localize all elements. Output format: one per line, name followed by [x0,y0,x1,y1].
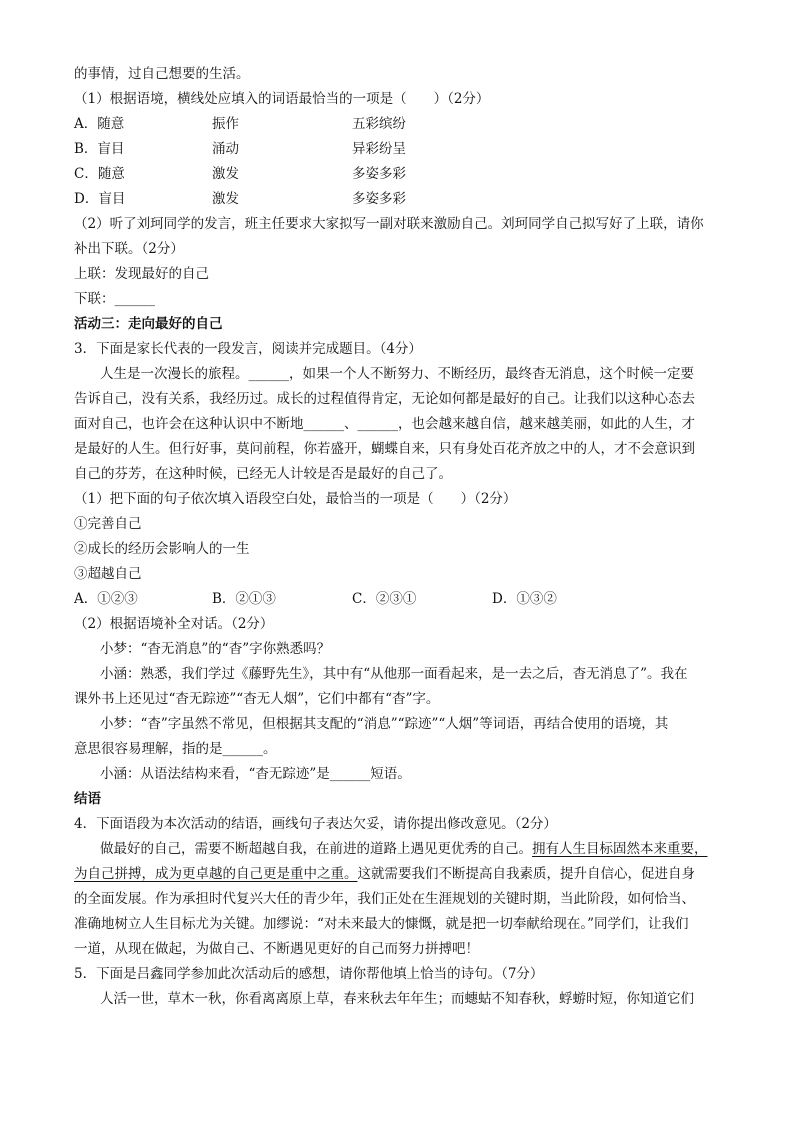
q1-option-b-word3: 异彩纷呈 [352,141,406,157]
q1-option-b-word2: 涌动 [212,141,239,157]
q1-option-b-label: B．盲目 [74,141,125,157]
q4-line-2 [74,864,695,884]
intro-tail: 的事情，过自己想要的生活。 [74,66,250,82]
q3-choice-a[interactable]: A．①②③ [74,591,138,607]
q3-sentence-2: ②成长的经历会影响人的一生 [74,541,250,557]
q1-option-c-word3: 多姿多彩 [352,166,406,182]
q1-option-d-word3: 多姿多彩 [352,191,406,207]
activity3-title: 活动三：走向最好的自己 [74,316,223,332]
q3-sub1-stem: （1）把下面的句子依次填入语段空白处，最恰当的一项是（ ）（2分） [74,491,517,507]
dialog-line: 小涵：熟悉，我们学过《藤野先生》，其中有“从他那一面看起来，是一去之后，杳无消息了”。我在 [100,666,688,682]
q3-passage-line: 自己的芬芳，在这种时候，已经无人计较是否是最好的自己了。 [74,466,452,482]
q3-choice-b[interactable]: B．②①③ [212,591,276,607]
q4-line-1-plain: 做最好的自己，需要不断超越自我，在前进的道路上遇见更优秀的自己。 [100,841,532,857]
q4-line: 准确地树立人生目标尤为关键。加缪说：“对未来最大的慷慨，就是把一切奉献给现在。”同学们，让我们 [74,916,689,932]
q3-choice-d[interactable]: D．①③② [492,591,557,607]
q4-line: 的全面发展。作为承担时代复兴大任的青少年，我们正处在生涯规划的关键时期，当此阶段，如何恰当、 [74,891,695,907]
q2-stem-line1: （2）听了刘珂同学的发言，班主任要求大家拟写一副对联来激励自己。刘珂同学自己拟写好了上联，请你 [74,216,704,232]
q3-passage-line: 人生是一次漫长的旅程。______，如果一个人不断努力、不断经历，最终杳无消息，这个时候一定要 [100,366,694,382]
q1-option-d-word2: 激发 [212,191,239,207]
q3-stem: 3．下面是家长代表的一段发言，阅读并完成题目。（4分） [74,341,422,357]
q3-passage-line: 是最好的人生。但行好事，莫问前程，你若盛开，蝴蝶自来，只有身处百花齐放之中的人，才不会意识到 [74,441,695,457]
q3-passage-line: 面对自己，也许会在这种认识中不断地______、______，也会越来越自信，越来越美丽，如此的人生，才 [74,416,695,432]
q4-stem: 4．下面语段为本次活动的结语，画线句子表达欠妥，请你提出修改意见。（2分） [74,816,557,832]
dialog-line: 小梦：“杳”字虽然不常见，但根据其支配的“消息”“踪迹”“人烟”等词语，再结合使用的语境，其 [100,716,669,732]
conclusion-title: 结语 [74,791,101,807]
dialog-line: 课外书上还见过“杳无踪迹”“杳无人烟”，它们中都有“杳”字。 [74,691,440,707]
q3-sentence-1: ①完善自己 [74,516,142,532]
q3-sub2-stem: （2）根据语境补全对话。（2分） [74,616,274,632]
q1-stem: （1）根据语境，横线处应填入的词语最恰当的一项是（ ）（2分） [74,91,490,107]
q1-option-c-label: C．随意 [74,166,125,182]
q1-option-c-word2: 激发 [212,166,239,182]
q3-sentence-3: ③超越自己 [74,566,142,582]
dialog-line: 小梦：“杳无消息”的“杳”字你熟悉吗？ [100,641,331,657]
couplet-upper: 上联：发现最好的自己 [74,266,209,282]
q3-choice-c[interactable]: C．②③① [352,591,417,607]
q5-line-1: 人活一世，草木一秋，你看离离原上草，春来秋去年年生；而蟪蛄不知春秋，蜉蝣时短，你知道它们 [100,991,694,1007]
couplet-lower-blank[interactable]: ______ [114,291,155,307]
couplet-lower [74,289,155,309]
q4-underlined-sentence-part1: 拥有人生目标固然本来重要， [532,841,708,857]
q2-stem-line2: 补出下联。（2分） [74,241,184,257]
dialog-line: 意思很容易理解，指的是______。 [74,741,277,757]
dialog-line: 小涵：从语法结构来看，“杳无踪迹”是______短语。 [100,766,411,782]
q4-line-2-plain: 这就需要我们不断提高自我素质，提升自信心，促进自身 [357,866,695,882]
q4-underlined-sentence-part2: 为自己拼搏，成为更卓越的自己更是重中之重。 [74,866,358,882]
q3-passage-line: 告诉自己，没有关系，我经历过。成长的过程值得肯定，无论如何都是最好的自己。让我们以这种心态去 [74,391,695,407]
q1-option-d-label: D．盲目 [74,191,126,207]
q1-option-a-word3: 五彩缤纷 [352,116,406,132]
couplet-lower-label: 下联： [74,291,115,307]
q5-stem: 5．下面是吕鑫同学参加此次活动后的感想，请你帮他填上恰当的诗句。（7分） [74,966,544,982]
q4-line-1 [100,839,708,859]
q4-line: 一道，从现在做起，为做自己、不断遇见更好的自己而努力拼搏吧！ [74,941,479,957]
q1-option-a-label: A．随意 [74,116,125,132]
q1-option-a-word2: 振作 [212,116,239,132]
